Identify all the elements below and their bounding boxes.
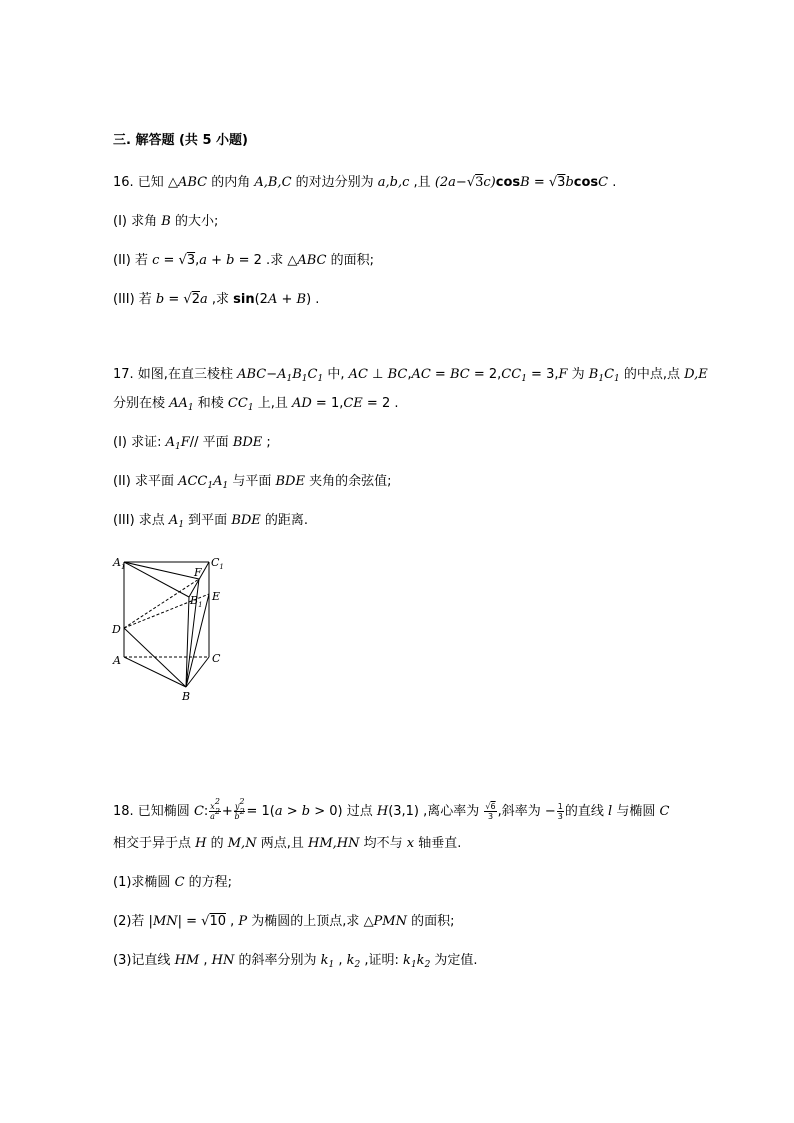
section-title-text: 三. 解答题 (共 5 小题) (113, 133, 248, 148)
q17-stem-line-1: 17. 如图,在直三棱柱 $ABC-A_1B_1C_1$ 中, AC ⊥ BC,AC = BC = $2,CC_1 = 3,F$ 为 $B_1C_1$ 的中点,点 D,E (113, 367, 708, 384)
q16-stem: 16. 已知 △ABC 的内角 A,B,C 的对边分别为 a,b,c ,且 (2a−√3c)cosB = √3bcosC . (113, 175, 617, 190)
prism-figure (110, 552, 240, 702)
label-b1: $B_1$ (190, 594, 203, 609)
q18-part-1: (1)求椭圆 C 的方程; (113, 875, 233, 890)
label-e: E (212, 590, 221, 603)
label-f: F (194, 566, 202, 579)
label-d: D (112, 623, 121, 636)
q17-part-2: (II) 求平面 $ACC_1A_1$ 与平面 BDE 夹角的余弦值; (113, 474, 392, 491)
q18-part-3: (3)记直线 HM , HN 的斜率分别为 $k_1$ , $k_2$ ,证明: $k_1k_2$ 为定值. (113, 953, 478, 970)
q16-part-1: (I) 求角 B 的大小; (113, 214, 219, 229)
q18-stem-line-1: 18. 已知椭圆 C: $\frac{x^2}{a^2}$ + $\frac{y^2}{b^2}$ = 1(a > b > 0) 过点 H(3,1) ,离心率为 $\frac{√6}{3}$ ,斜率为 − $\frac{1}{3}$ 的直线 l 与椭圆 C (113, 797, 670, 821)
label-a: A (113, 654, 121, 667)
label-c: C (212, 652, 221, 665)
edge-ab (124, 657, 186, 687)
label-c1: $C_1$ (211, 556, 224, 571)
q16-part-3: (III) 若 b = √2a ,求 sin(2A + B) . (113, 292, 320, 307)
section-title (113, 133, 248, 149)
q17-part-1: (I) 求证: $A_1F//$ 平面 BDE ; (113, 435, 271, 452)
label-b: B (182, 690, 191, 702)
q18-part-2: (2)若 |MN| = √10 , P 为椭圆的上顶点,求 △PMN 的面积; (113, 914, 455, 929)
q17-stem-line-2: 分别在棱 $AA_1$ 和棱 $CC_1$ 上,且 AD = 1,CE = 2 . (113, 396, 399, 413)
q17-part-3: (III) 求点 $A_1$ 到平面 BDE 的距离. (113, 513, 309, 530)
q18-stem-line-2: 相交于异于点 H 的 M,N 两点,且 HM,HN 均不与 x 轴垂直. (113, 836, 462, 851)
label-a1: $A_1$ (113, 556, 126, 571)
q16-part-2: (II) 若 c = √3,a + b = 2 .求 △ABC 的面积; (113, 253, 374, 268)
segment-a1f (124, 562, 199, 579)
